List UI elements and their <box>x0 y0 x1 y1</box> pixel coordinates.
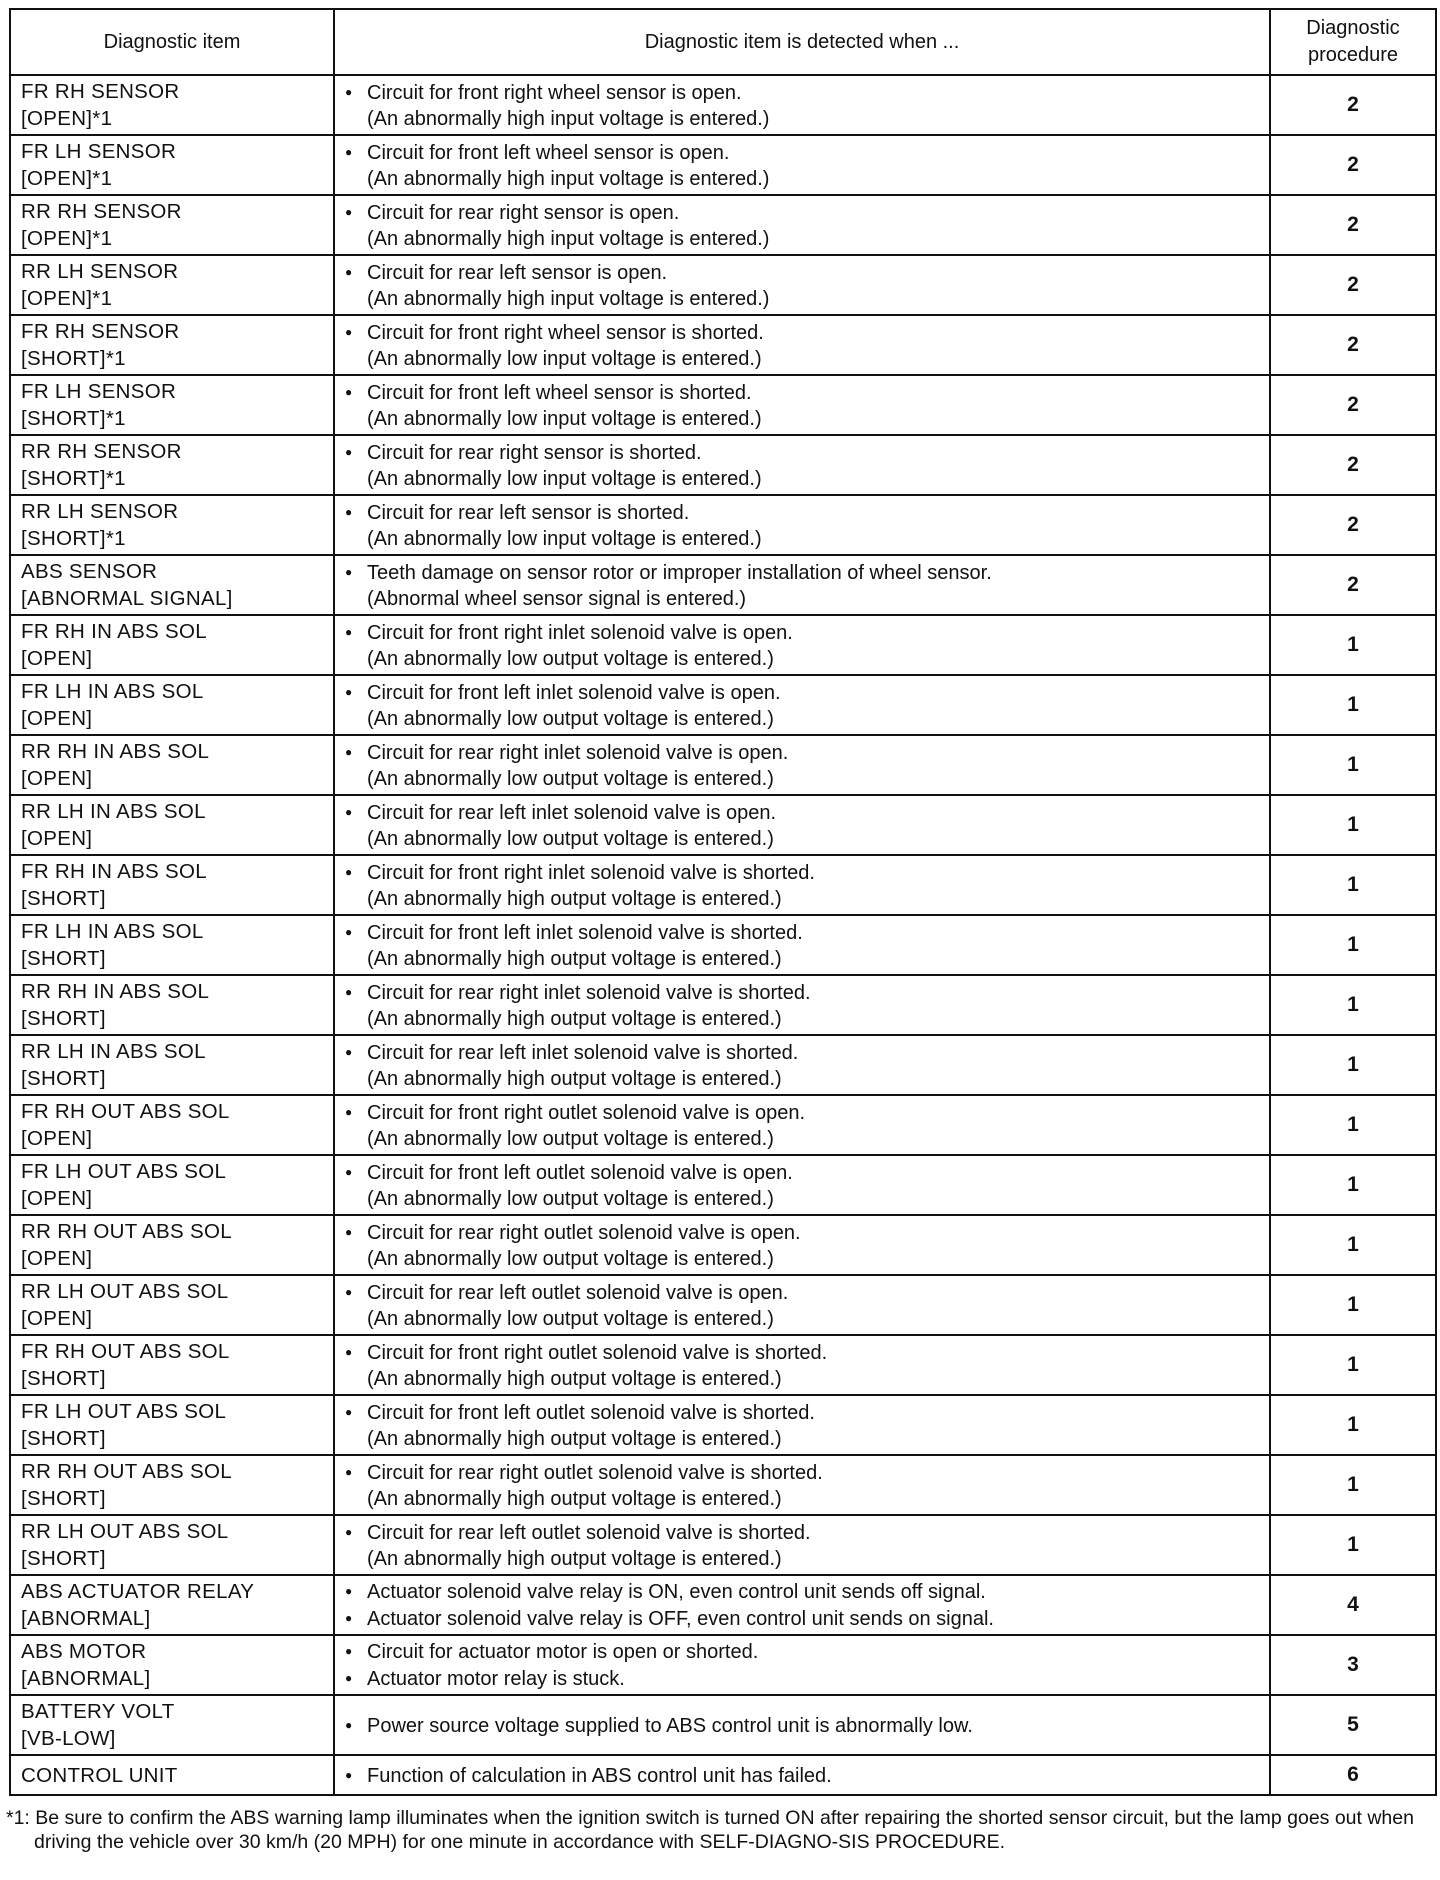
condition-bullet-text: ● Circuit for rear right outlet solenoid valve is shorted. <box>343 1459 1261 1486</box>
diagnostic-item-text: BATTERY VOLT <box>21 1700 175 1723</box>
detection-condition-cell <box>334 375 1270 435</box>
procedure-number-cell: 2 <box>1270 195 1436 255</box>
diagnostic-item-text: [OPEN]*1 <box>21 287 113 310</box>
procedure-number-cell: 1 <box>1270 1035 1436 1095</box>
table-row <box>10 1395 1436 1455</box>
table-row <box>10 615 1436 675</box>
diagnostic-item-text: RR RH SENSOR <box>21 200 182 223</box>
header-detected-when: Diagnostic item is detected when ... <box>334 9 1270 75</box>
detection-condition-cell <box>334 555 1270 615</box>
detection-condition-cell <box>334 735 1270 795</box>
table-row <box>10 495 1436 555</box>
table-row <box>10 1095 1436 1155</box>
condition-bullet-text: ● Circuit for rear right inlet solenoid valve is open. <box>343 739 1261 766</box>
header-procedure-line: Diagnostic <box>1306 17 1400 39</box>
procedure-number-cell: 2 <box>1270 75 1436 135</box>
diagnostic-item-text: RR LH SENSOR <box>21 500 179 523</box>
diagnostic-item-text: [SHORT]*1 <box>21 527 126 550</box>
condition-note-text: (An abnormally low input voltage is entered.) <box>367 347 762 370</box>
condition-note-text: (An abnormally high input voltage is entered.) <box>367 107 770 130</box>
diagnostic-item-cell <box>10 135 334 195</box>
diagnostic-item-cell <box>10 615 334 675</box>
procedure-number-cell: 5 <box>1270 1695 1436 1755</box>
diagnostic-item-text: [OPEN] <box>21 1127 93 1150</box>
diagnostic-item-text: [OPEN]*1 <box>21 107 113 130</box>
procedure-number-cell: 1 <box>1270 1515 1436 1575</box>
table-row <box>10 1215 1436 1275</box>
procedure-number-cell: 2 <box>1270 375 1436 435</box>
diagnostic-item-text: RR LH IN ABS SOL <box>21 800 206 823</box>
table-row <box>10 1455 1436 1515</box>
procedure-number-cell: 1 <box>1270 795 1436 855</box>
detection-condition-cell <box>334 255 1270 315</box>
condition-bullet-text: ● Circuit for front left wheel sensor is shorted. <box>343 379 1261 406</box>
detection-condition-cell <box>334 1155 1270 1215</box>
diagnostic-item-cell <box>10 375 334 435</box>
diagnostic-item-text: [OPEN]*1 <box>21 167 113 190</box>
diagnostic-item-text: [OPEN] <box>21 707 93 730</box>
condition-bullet-text: ● Circuit for rear left sensor is shorted. <box>343 499 1261 526</box>
condition-note-text: (An abnormally high output voltage is entered.) <box>367 1487 782 1510</box>
procedure-number-cell: 2 <box>1270 435 1436 495</box>
condition-bullet-text: ● Circuit for front left outlet solenoid valve is shorted. <box>343 1399 1261 1426</box>
condition-note-text: (An abnormally low output voltage is entered.) <box>367 1247 774 1270</box>
diagnostic-item-text: RR RH IN ABS SOL <box>21 740 210 763</box>
diagnostic-item-cell <box>10 1515 334 1575</box>
procedure-number-cell: 1 <box>1270 915 1436 975</box>
footnote-text: *1: Be sure to confirm the ABS warning lamp illuminates when the ignition switch is turned ON after repairing the shorted sensor circuit, but the lamp goes out when driving the vehicle over 30 km/h (20 MPH) for one minute in accordance with SELF-DIAGNO-SIS PROCEDURE. <box>6 1807 1414 1853</box>
condition-note-text: (An abnormally low output voltage is entered.) <box>367 1307 774 1330</box>
condition-note-text: (An abnormally high output voltage is entered.) <box>367 1007 782 1030</box>
table-row <box>10 1155 1436 1215</box>
condition-note-text: (An abnormally low output voltage is entered.) <box>367 647 774 670</box>
diagnostic-item-cell <box>10 555 334 615</box>
condition-note-text: (An abnormally low output voltage is entered.) <box>367 1187 774 1210</box>
condition-bullet-text: ● Actuator motor relay is stuck. <box>343 1665 1261 1692</box>
diagnostic-item-cell <box>10 495 334 555</box>
condition-bullet-text: ● Function of calculation in ABS control unit has failed. <box>343 1762 1261 1789</box>
diagnostic-item-text: FR LH IN ABS SOL <box>21 920 204 943</box>
procedure-number-cell: 1 <box>1270 975 1436 1035</box>
diagnostic-item-text: [OPEN] <box>21 827 93 850</box>
diagnostic-item-text: RR RH SENSOR <box>21 440 182 463</box>
condition-note-text: (An abnormally low output voltage is entered.) <box>367 767 774 790</box>
table-row <box>10 915 1436 975</box>
diagnostic-item-text: RR LH IN ABS SOL <box>21 1040 206 1063</box>
diagnostic-item-cell <box>10 795 334 855</box>
table-row <box>10 1515 1436 1575</box>
detection-condition-cell <box>334 1755 1270 1795</box>
diagnostic-item-text: [SHORT] <box>21 1007 106 1030</box>
procedure-number-cell: 1 <box>1270 1335 1436 1395</box>
detection-condition-cell <box>334 135 1270 195</box>
diagnostic-item-text: FR LH OUT ABS SOL <box>21 1160 227 1183</box>
procedure-number-cell: 1 <box>1270 735 1436 795</box>
detection-condition-cell <box>334 1335 1270 1395</box>
diagnostic-item-cell <box>10 735 334 795</box>
header-diagnostic-procedure <box>1270 9 1436 75</box>
diagnostic-item-cell <box>10 1335 334 1395</box>
procedure-number-cell: 1 <box>1270 615 1436 675</box>
diagnostic-item-text: [OPEN] <box>21 767 93 790</box>
diagnostic-table-container <box>9 8 1435 1796</box>
detection-condition-cell <box>334 195 1270 255</box>
condition-bullet-text: ● Circuit for rear right inlet solenoid valve is shorted. <box>343 979 1261 1006</box>
diagnostic-item-text: [OPEN] <box>21 1187 93 1210</box>
diagnostic-item-text: FR RH IN ABS SOL <box>21 620 207 643</box>
condition-bullet-text: ● Circuit for rear right outlet solenoid valve is open. <box>343 1219 1261 1246</box>
diagnostic-item-text: RR LH OUT ABS SOL <box>21 1280 229 1303</box>
diagnostic-item-text: [ABNORMAL] <box>21 1667 151 1690</box>
procedure-number-cell: 2 <box>1270 315 1436 375</box>
table-row <box>10 75 1436 135</box>
diagnostic-item-text: [ABNORMAL] <box>21 1607 151 1630</box>
diagnostic-item-cell <box>10 75 334 135</box>
table-row <box>10 1035 1436 1095</box>
table-row <box>10 435 1436 495</box>
procedure-number-cell: 1 <box>1270 1395 1436 1455</box>
condition-note-text: (An abnormally high output voltage is entered.) <box>367 1427 782 1450</box>
condition-bullet-text: ● Circuit for front left outlet solenoid valve is open. <box>343 1159 1261 1186</box>
diagnostic-item-cell <box>10 195 334 255</box>
detection-condition-cell <box>334 915 1270 975</box>
detection-condition-cell <box>334 975 1270 1035</box>
table-row <box>10 315 1436 375</box>
table-row <box>10 195 1436 255</box>
condition-note-text: (An abnormally high input voltage is entered.) <box>367 167 770 190</box>
table-row <box>10 1575 1436 1635</box>
table-row <box>10 1755 1436 1795</box>
diagnostic-item-text: RR RH OUT ABS SOL <box>21 1460 232 1483</box>
diagnostic-item-text: [VB-LOW] <box>21 1727 116 1750</box>
condition-bullet-text: ● Actuator solenoid valve relay is OFF, even control unit sends on signal. <box>343 1605 1261 1632</box>
diagnostic-item-text: RR LH OUT ABS SOL <box>21 1520 229 1543</box>
detection-condition-cell <box>334 1095 1270 1155</box>
diagnostic-item-text: CONTROL UNIT <box>21 1763 178 1787</box>
condition-note-text: (An abnormally high output voltage is entered.) <box>367 947 782 970</box>
procedure-number-cell: 4 <box>1270 1575 1436 1635</box>
condition-bullet-text: ● Circuit for rear left inlet solenoid valve is open. <box>343 799 1261 826</box>
condition-note-text: (An abnormally low input voltage is entered.) <box>367 527 762 550</box>
detection-condition-cell <box>334 1635 1270 1695</box>
diagnostic-item-text: RR RH OUT ABS SOL <box>21 1220 232 1243</box>
diagnostic-item-cell <box>10 855 334 915</box>
diagnostic-item-text: FR RH IN ABS SOL <box>21 860 207 883</box>
procedure-number-cell: 2 <box>1270 495 1436 555</box>
diagnostic-item-text: [OPEN] <box>21 1247 93 1270</box>
detection-condition-cell <box>334 75 1270 135</box>
condition-note-text: (An abnormally low input voltage is entered.) <box>367 407 762 430</box>
table-body <box>10 75 1436 1795</box>
table-row <box>10 735 1436 795</box>
detection-condition-cell <box>334 675 1270 735</box>
condition-bullet-text: ● Circuit for front right wheel sensor is shorted. <box>343 319 1261 346</box>
procedure-number-cell: 1 <box>1270 1095 1436 1155</box>
condition-bullet-text: ● Circuit for front right outlet solenoid valve is shorted. <box>343 1339 1261 1366</box>
condition-bullet-text: ● Circuit for front right inlet solenoid valve is open. <box>343 619 1261 646</box>
condition-note-text: (An abnormally high output voltage is entered.) <box>367 1067 782 1090</box>
diagnostic-item-cell <box>10 1275 334 1335</box>
detection-condition-cell <box>334 1695 1270 1755</box>
diagnostic-item-text: [SHORT] <box>21 1367 106 1390</box>
diagnostic-item-cell <box>10 1695 334 1755</box>
diagnostic-item-cell <box>10 1035 334 1095</box>
diagnostic-item-text: FR RH OUT ABS SOL <box>21 1100 230 1123</box>
condition-bullet-text: ● Circuit for rear right sensor is open. <box>343 199 1261 226</box>
detection-condition-cell <box>334 1455 1270 1515</box>
detection-condition-cell <box>334 315 1270 375</box>
table-row <box>10 795 1436 855</box>
table-row <box>10 855 1436 915</box>
diagnostic-item-cell <box>10 1395 334 1455</box>
procedure-number-cell: 2 <box>1270 255 1436 315</box>
diagnostic-item-text: ABS ACTUATOR RELAY <box>21 1580 255 1603</box>
condition-bullet-text: ● Circuit for front left inlet solenoid valve is shorted. <box>343 919 1261 946</box>
diagnostic-item-text: RR RH IN ABS SOL <box>21 980 210 1003</box>
detection-condition-cell <box>334 1515 1270 1575</box>
header-procedure-line: procedure <box>1307 44 1399 66</box>
condition-bullet-text: ● Teeth damage on sensor rotor or improper installation of wheel sensor. <box>343 559 1261 586</box>
table-row <box>10 135 1436 195</box>
diagnostic-item-cell <box>10 1155 334 1215</box>
diagnostic-item-text: [OPEN] <box>21 647 93 670</box>
table-row <box>10 1695 1436 1755</box>
diagnostic-item-text: [ABNORMAL SIGNAL] <box>21 587 233 610</box>
diagnostic-item-text: [SHORT]*1 <box>21 347 126 370</box>
header-row <box>10 9 1436 75</box>
procedure-number-cell: 6 <box>1270 1755 1436 1795</box>
detection-condition-cell <box>334 495 1270 555</box>
condition-bullet-text: ● Circuit for actuator motor is open or shorted. <box>343 1638 1261 1665</box>
condition-note-text: (An abnormally high input voltage is entered.) <box>367 287 770 310</box>
diagnostic-item-cell <box>10 915 334 975</box>
condition-bullet-text: ● Circuit for rear left outlet solenoid valve is shorted. <box>343 1519 1261 1546</box>
diagnostic-item-text: [SHORT] <box>21 887 106 910</box>
diagnostic-item-cell <box>10 1455 334 1515</box>
footnote <box>6 1806 1426 1854</box>
condition-note-text: (An abnormally high output voltage is entered.) <box>367 1367 782 1390</box>
condition-bullet-text: ● Actuator solenoid valve relay is ON, even control unit sends off signal. <box>343 1578 1261 1605</box>
table-row <box>10 255 1436 315</box>
condition-note-text: (An abnormally low output voltage is entered.) <box>367 707 774 730</box>
diagnostic-item-text: FR RH SENSOR <box>21 80 180 103</box>
diagnostic-item-text: FR RH SENSOR <box>21 320 180 343</box>
diagnostic-item-cell <box>10 1095 334 1155</box>
diagnostic-item-cell <box>10 1215 334 1275</box>
header-diagnostic-item: Diagnostic item <box>10 9 334 75</box>
condition-note-text: (An abnormally high output voltage is entered.) <box>367 1547 782 1570</box>
diagnostic-item-cell <box>10 1575 334 1635</box>
condition-note-text: (An abnormally high output voltage is entered.) <box>367 887 782 910</box>
detection-condition-cell <box>334 855 1270 915</box>
diagnostic-item-text: FR LH SENSOR <box>21 140 177 163</box>
diagnostic-item-text: FR RH OUT ABS SOL <box>21 1340 230 1363</box>
procedure-number-cell: 1 <box>1270 1215 1436 1275</box>
diagnostic-item-text: [OPEN]*1 <box>21 227 113 250</box>
condition-bullet-text: ● Circuit for rear left outlet solenoid valve is open. <box>343 1279 1261 1306</box>
diagnostic-item-text: RR LH SENSOR <box>21 260 179 283</box>
diagnostic-item-text: ABS MOTOR <box>21 1640 147 1663</box>
table-row <box>10 1635 1436 1695</box>
diagnostic-item-text: [SHORT]*1 <box>21 467 126 490</box>
detection-condition-cell <box>334 1575 1270 1635</box>
diagnostic-item-cell <box>10 675 334 735</box>
diagnostic-item-text: [SHORT]*1 <box>21 407 126 430</box>
detection-condition-cell <box>334 1215 1270 1275</box>
diagnostic-item-cell <box>10 255 334 315</box>
condition-bullet-text: ● Circuit for rear left inlet solenoid valve is shorted. <box>343 1039 1261 1066</box>
procedure-number-cell: 1 <box>1270 1275 1436 1335</box>
diagnostic-item-cell <box>10 975 334 1035</box>
detection-condition-cell <box>334 1275 1270 1335</box>
condition-bullet-text: ● Circuit for front left wheel sensor is open. <box>343 139 1261 166</box>
condition-bullet-text: ● Circuit for rear left sensor is open. <box>343 259 1261 286</box>
detection-condition-cell <box>334 435 1270 495</box>
condition-bullet-text: ● Circuit for front right wheel sensor is open. <box>343 79 1261 106</box>
diagnostic-item-text: ABS SENSOR <box>21 560 158 583</box>
table-header <box>10 9 1436 75</box>
diagnostic-item-text: FR LH SENSOR <box>21 380 177 403</box>
table-row <box>10 1335 1436 1395</box>
diagnostic-item-text: [OPEN] <box>21 1307 93 1330</box>
condition-note-text: (An abnormally low output voltage is entered.) <box>367 1127 774 1150</box>
condition-note-text: (An abnormally low input voltage is entered.) <box>367 467 762 490</box>
procedure-number-cell: 1 <box>1270 1155 1436 1215</box>
condition-note-text: (Abnormal wheel sensor signal is entered.) <box>367 587 747 610</box>
condition-bullet-text: ● Circuit for front left inlet solenoid valve is open. <box>343 679 1261 706</box>
diagnostic-item-cell <box>10 435 334 495</box>
diagnostic-item-text: [SHORT] <box>21 1547 106 1570</box>
detection-condition-cell <box>334 1395 1270 1455</box>
condition-note-text: (An abnormally high input voltage is entered.) <box>367 227 770 250</box>
condition-bullet-text: ● Circuit for rear right sensor is shorted. <box>343 439 1261 466</box>
table-row <box>10 975 1436 1035</box>
diagnostic-item-text: [SHORT] <box>21 947 106 970</box>
diagnostic-item-text: [SHORT] <box>21 1487 106 1510</box>
diagnostic-item-cell <box>10 315 334 375</box>
condition-bullet-text: ● Circuit for front right outlet solenoid valve is open. <box>343 1099 1261 1126</box>
diagnostic-item-cell <box>10 1635 334 1695</box>
table-row <box>10 1275 1436 1335</box>
table-row <box>10 675 1436 735</box>
procedure-number-cell: 1 <box>1270 855 1436 915</box>
condition-note-text: (An abnormally low output voltage is entered.) <box>367 827 774 850</box>
procedure-number-cell: 3 <box>1270 1635 1436 1695</box>
procedure-number-cell: 1 <box>1270 1455 1436 1515</box>
procedure-number-cell: 1 <box>1270 675 1436 735</box>
detection-condition-cell <box>334 615 1270 675</box>
diagnostic-item-text: FR LH IN ABS SOL <box>21 680 204 703</box>
diagnostic-item-cell <box>10 1755 334 1795</box>
table-row <box>10 555 1436 615</box>
detection-condition-cell <box>334 795 1270 855</box>
procedure-number-cell: 2 <box>1270 555 1436 615</box>
diagnostic-item-text: FR LH OUT ABS SOL <box>21 1400 227 1423</box>
table-row <box>10 375 1436 435</box>
diagnostic-table <box>9 8 1437 1796</box>
procedure-number-cell: 2 <box>1270 135 1436 195</box>
diagnostic-item-text: [SHORT] <box>21 1427 106 1450</box>
detection-condition-cell <box>334 1035 1270 1095</box>
diagnostic-item-text: [SHORT] <box>21 1067 106 1090</box>
condition-bullet-text: ● Circuit for front right inlet solenoid valve is shorted. <box>343 859 1261 886</box>
condition-bullet-text: ● Power source voltage supplied to ABS control unit is abnormally low. <box>343 1712 1261 1739</box>
